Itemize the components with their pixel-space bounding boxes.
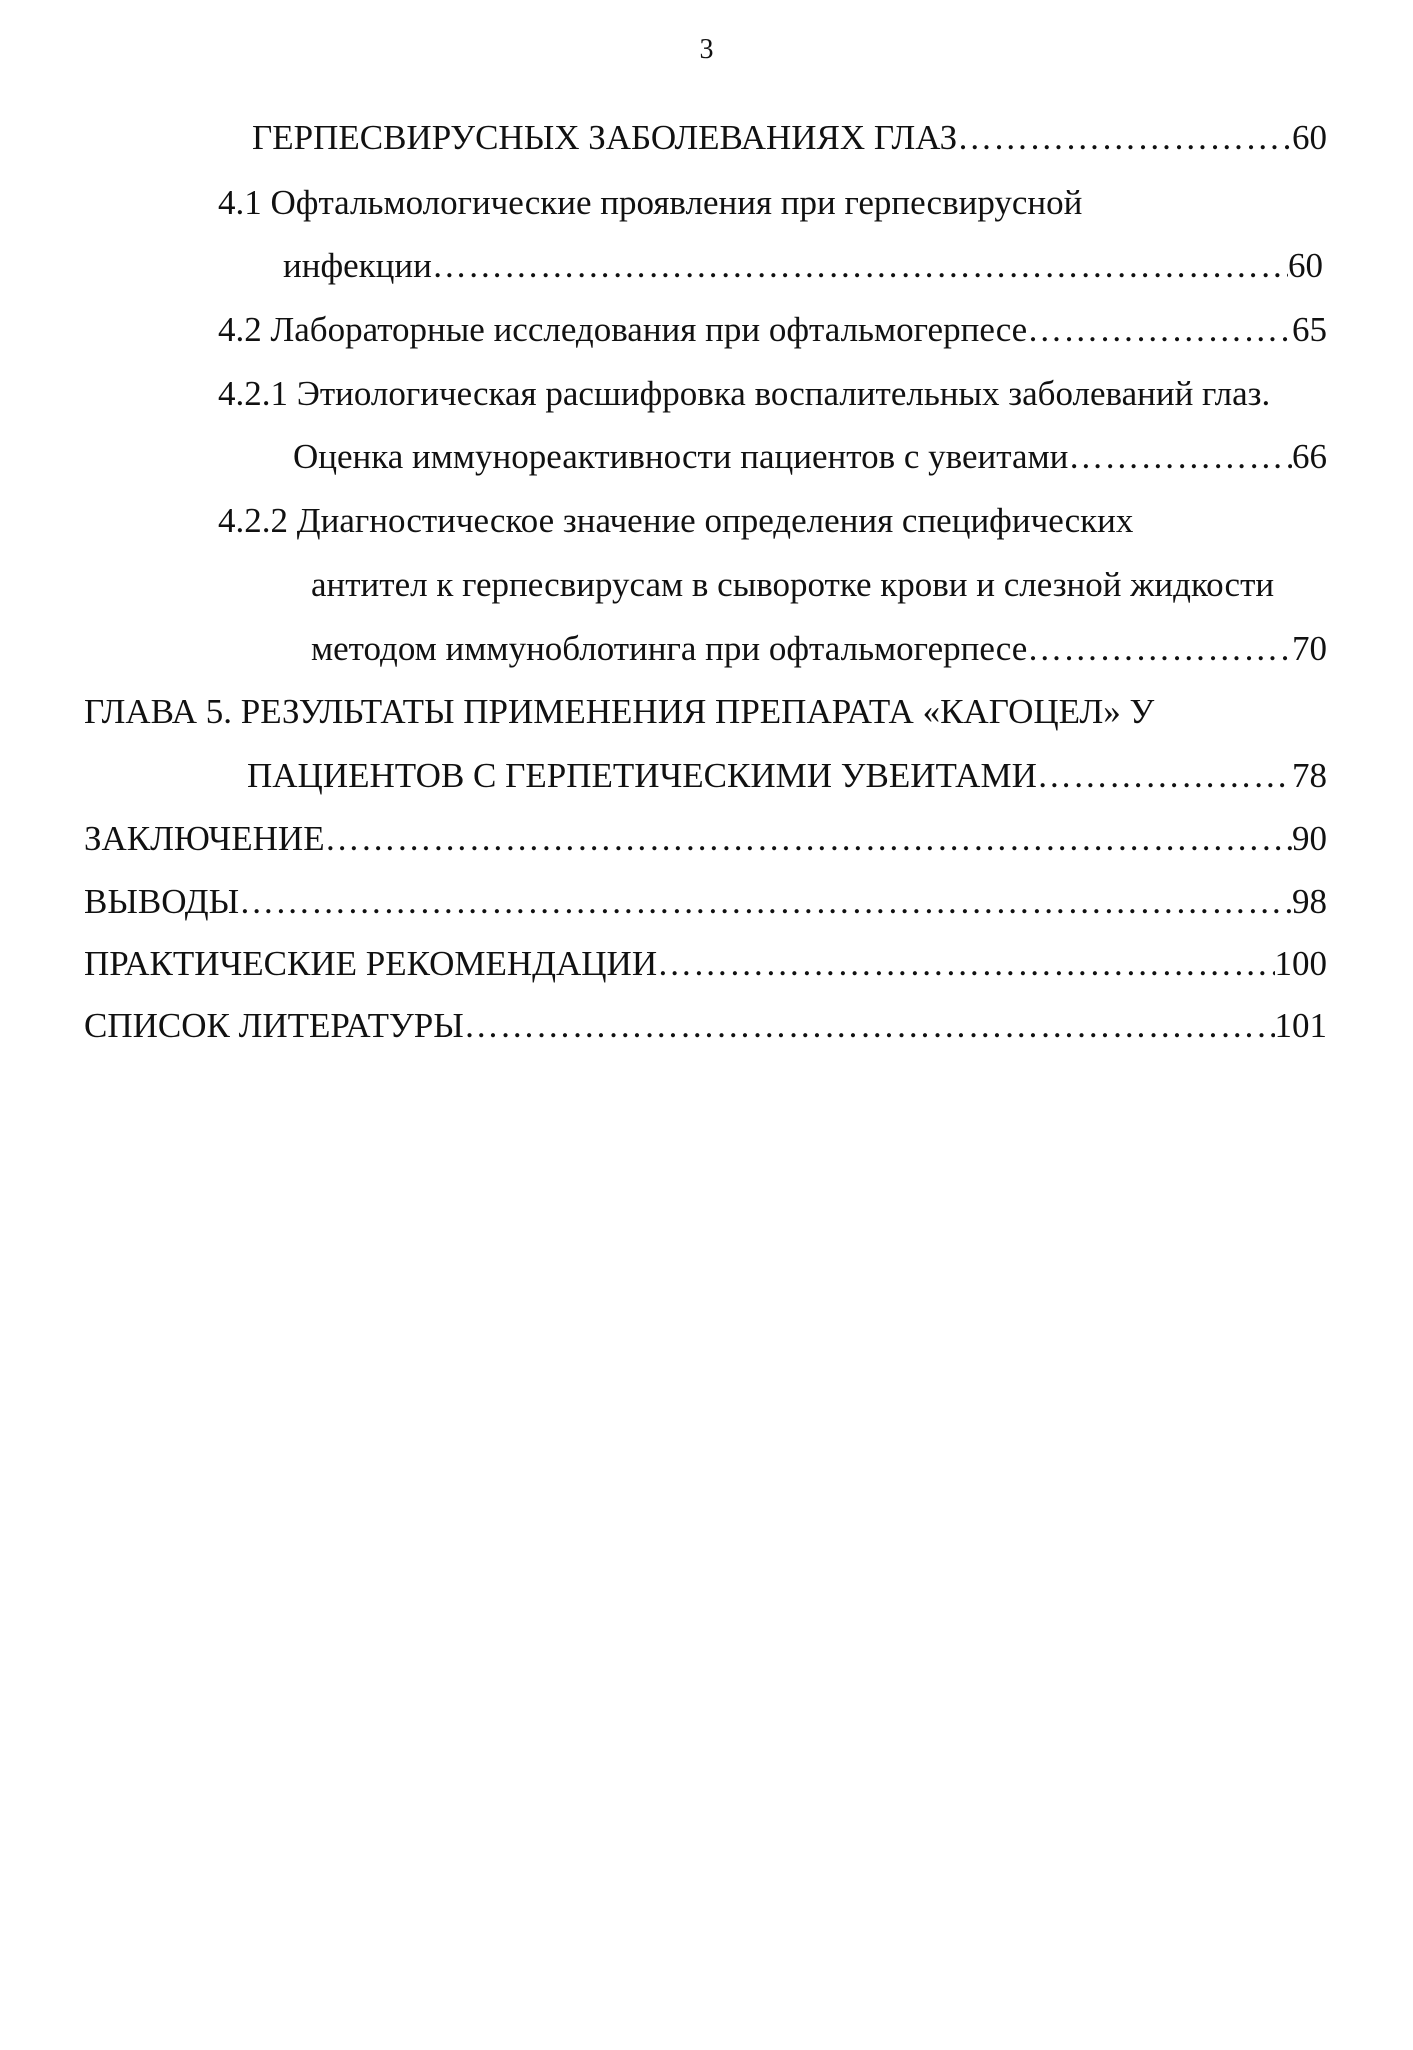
dot-leader: [432, 244, 1288, 288]
toc-entry: [293, 435, 1327, 479]
toc-entry-page: 90: [1292, 819, 1327, 858]
toc-entry: [84, 942, 1327, 986]
dot-leader: [1068, 435, 1292, 479]
toc-entry-page: 78: [1292, 756, 1327, 795]
dot-leader: [1027, 308, 1292, 352]
toc-entry-title: ПАЦИЕНТОВ С ГЕРПЕТИЧЕСКИМИ УВЕИТАМИ: [247, 756, 1037, 795]
toc-entry: [84, 880, 1327, 924]
toc-entry-page: 100: [1274, 944, 1327, 983]
toc-entry-title: ПРАКТИЧЕСКИЕ РЕКОМЕНДАЦИИ: [84, 944, 658, 983]
dot-leader: [325, 817, 1292, 861]
toc-entry: [218, 499, 1318, 543]
page-number: 3: [699, 34, 714, 65]
toc-entry-title: 4.2.1 Этиологическая расшифровка воспалительных заболеваний глаз.: [218, 374, 1271, 413]
toc-entry: [311, 563, 1361, 607]
toc-entry: [311, 627, 1327, 671]
toc-entry-page: 98: [1292, 882, 1327, 921]
toc-entry: [247, 754, 1327, 798]
toc-entry-title: ГЛАВА 5. РЕЗУЛЬТАТЫ ПРИМЕНЕНИЯ ПРЕПАРАТА «КАГОЦЕЛ» У: [84, 692, 1155, 731]
toc-entry-title: СПИСОК ЛИТЕРАТУРЫ: [84, 1006, 464, 1045]
toc-entry-page: 60: [1292, 118, 1327, 157]
toc-entry-page: 70: [1292, 629, 1327, 668]
toc-entry-title: 4.1 Офтальмологические проявления при герпесвирусной: [218, 183, 1083, 222]
toc-entry-title: ГЕРПЕСВИРУСНЫХ ЗАБОЛЕВАНИЯХ ГЛАЗ: [252, 118, 958, 157]
dot-leader: [239, 880, 1292, 924]
toc-entry-title: 4.2 Лабораторные исследования при офтальмогерпесе: [218, 310, 1028, 349]
toc-entry-title: инфекции: [283, 246, 432, 285]
toc-entry: [218, 372, 1368, 416]
toc-entry-title: антител к герпесвирусам в сыворотке крови и слезной жидкости: [311, 565, 1275, 604]
toc-entry-title: 4.2.2 Диагностическое значение определения специфических: [218, 501, 1134, 540]
toc-entry-title: ВЫВОДЫ: [84, 882, 240, 921]
toc-entry: [84, 690, 1344, 734]
toc-entry-title: Оценка иммунореактивности пациентов с увеитами: [293, 437, 1069, 476]
toc-entry-page: 101: [1274, 1006, 1327, 1045]
toc-entry-title: методом иммуноблотинга при офтальмогерпесе: [311, 629, 1028, 668]
toc-entry-page: 60: [1288, 246, 1323, 285]
toc-entry-page: 66: [1292, 437, 1327, 476]
toc-entry: [84, 817, 1327, 861]
toc-entry: [84, 1004, 1327, 1048]
toc-entry-title: ЗАКЛЮЧЕНИЕ: [84, 819, 325, 858]
dot-leader: [657, 942, 1274, 986]
toc-entry: [218, 181, 1318, 225]
dot-leader: [1027, 627, 1292, 671]
toc-entry: [252, 116, 1327, 160]
toc-entry-page: 65: [1292, 310, 1327, 349]
dot-leader: [1037, 754, 1292, 798]
toc-entry: [283, 244, 1323, 288]
dot-leader: [464, 1004, 1275, 1048]
dot-leader: [957, 116, 1292, 160]
toc-entry: [218, 308, 1327, 352]
